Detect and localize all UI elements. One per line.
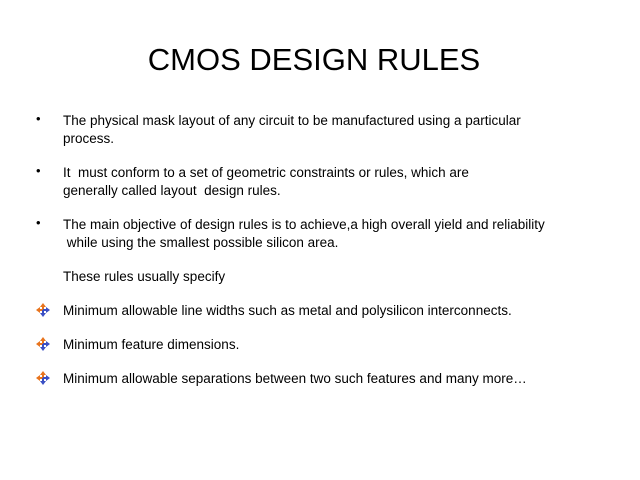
bullet-1-line-1: The physical mask layout of any circuit to be manufactured using a particular <box>63 113 521 128</box>
arrow-item-3: Minimum allowable separations between two such features and many more… <box>63 371 527 386</box>
arrow-item-1: Minimum allowable line widths such as metal and polysilicon interconnects. <box>63 303 512 318</box>
rules-intro: These rules usually specify <box>63 269 226 284</box>
four-direction-arrow-icon <box>36 303 50 317</box>
bullet-2-line-2: generally called layout design rules. <box>63 183 281 198</box>
bullet-dot: • <box>36 215 41 230</box>
bullet-3-line-1: The main objective of design rules is to achieve,a high overall yield and reliability <box>63 217 545 232</box>
arrow-item-2: Minimum feature dimensions. <box>63 337 240 352</box>
bullet-2-line-1: It must conform to a set of geometric constraints or rules, which are <box>63 165 469 180</box>
four-direction-arrow-icon <box>36 371 50 385</box>
slide-title: CMOS DESIGN RULES <box>147 42 481 77</box>
bullet-1-line-2: process. <box>63 131 115 146</box>
bullet-dot: • <box>36 111 41 126</box>
four-direction-arrow-icon <box>36 337 50 351</box>
bullet-dot: • <box>36 163 41 178</box>
bullet-3-line-2: while using the smallest possible silicon area. <box>63 235 339 250</box>
